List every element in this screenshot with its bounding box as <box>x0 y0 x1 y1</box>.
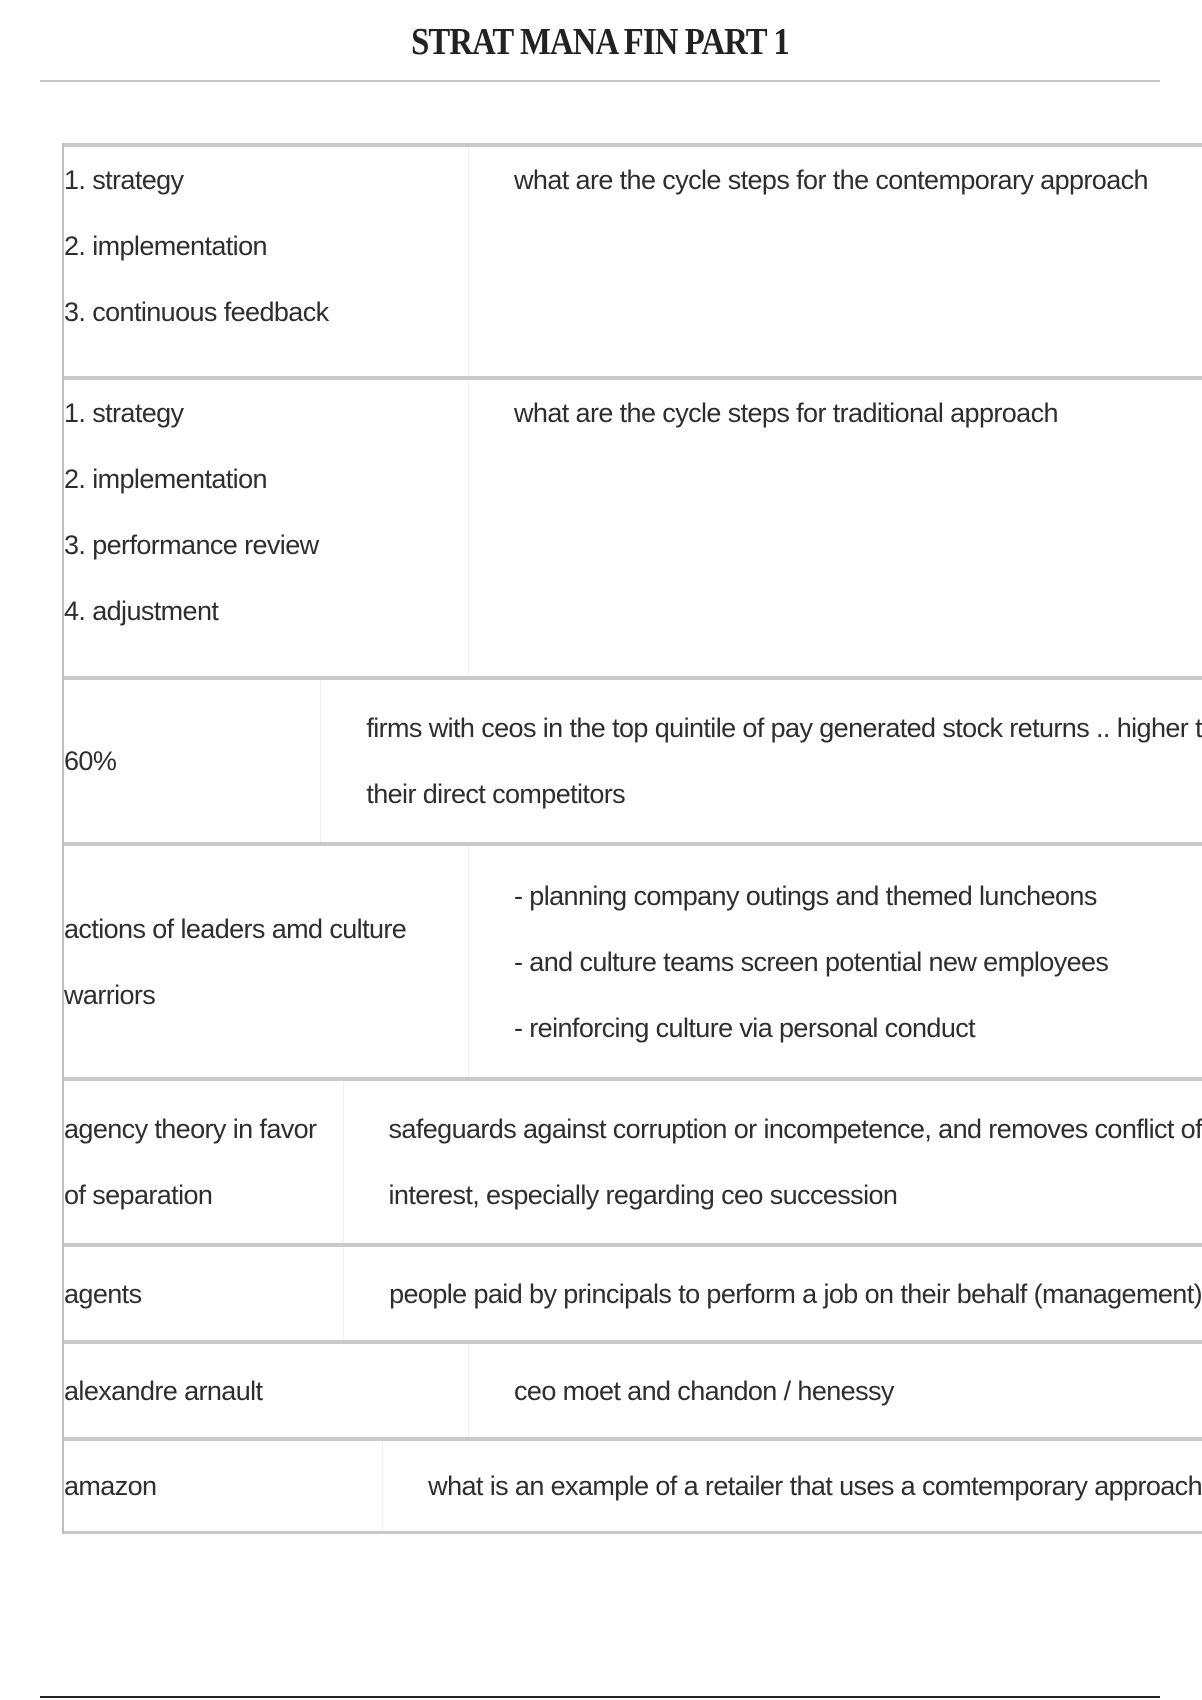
term-cell <box>64 1247 344 1340</box>
term-cell <box>64 380 469 676</box>
definition-line: what is an example of a retailer that uses a comtemporary approach <box>428 1471 1202 1501</box>
definition-cell <box>344 1247 1202 1340</box>
definition-line: safeguards against corruption or incompetence, and removes conflict of <box>388 1114 1202 1144</box>
card-row <box>64 1077 1202 1243</box>
term-cell <box>64 1441 383 1531</box>
page-title: STRAT MANA FIN PART 1 <box>411 21 789 63</box>
footer-divider <box>40 1696 1160 1698</box>
card-row <box>64 143 1202 376</box>
term-line: actions of leaders amd culture warriors <box>64 913 407 1010</box>
term-line: 3. performance review <box>64 530 319 560</box>
card-row <box>64 376 1202 676</box>
definition-cell <box>321 680 1202 842</box>
term-line: 2. implementation <box>64 231 267 261</box>
term-line: 60% <box>64 746 117 776</box>
term-line: 1. strategy <box>64 398 184 428</box>
definition-cell <box>344 1081 1202 1243</box>
term-line: 2. implementation <box>64 464 267 494</box>
term-line: agency theory in favor of separation <box>64 1114 317 1210</box>
definition-line: - planning company outings and themed luncheons <box>514 880 1097 911</box>
term-line: 4. adjustment <box>64 596 219 626</box>
term-cell <box>64 846 469 1077</box>
definition-line: - reinforcing culture via personal conduct <box>514 1012 976 1043</box>
term-line: 1. strategy <box>64 165 184 195</box>
term-cell <box>64 1344 469 1437</box>
term-cell <box>64 1081 344 1243</box>
card-row <box>64 676 1202 842</box>
title-divider <box>40 80 1160 82</box>
definition-cell <box>469 147 1202 376</box>
definition-cell <box>383 1441 1202 1531</box>
definition-line: what are the cycle steps for the contemporary approach <box>514 165 1148 195</box>
card-row <box>64 1437 1202 1534</box>
term-cell <box>64 680 321 842</box>
card-row <box>64 1243 1202 1340</box>
term-cell <box>64 147 469 376</box>
term-line: 3. continuous feedback <box>64 297 329 327</box>
definition-cell <box>469 1344 1202 1437</box>
definition-line: ceo moet and chandon / henessy <box>514 1375 894 1406</box>
card-row <box>64 842 1202 1077</box>
term-line: agents <box>64 1278 142 1309</box>
definition-cell <box>469 846 1202 1077</box>
definition-line: what are the cycle steps for traditional approach <box>514 398 1058 428</box>
definition-line: their direct competitors <box>366 779 626 809</box>
definition-line: people paid by principals to perform a job on their behalf (management) <box>389 1278 1202 1309</box>
definition-cell <box>469 380 1202 676</box>
term-line: alexandre arnault <box>64 1375 263 1406</box>
term-line: amazon <box>64 1471 157 1501</box>
definition-line: - and culture teams screen potential new employees <box>514 946 1109 977</box>
flashcard-table <box>62 143 1202 1534</box>
definition-line: firms with ceos in the top quintile of pay generated stock returns .. higher t <box>366 713 1202 743</box>
card-row <box>64 1340 1202 1437</box>
definition-line: interest, especially regarding ceo succession <box>388 1180 898 1210</box>
